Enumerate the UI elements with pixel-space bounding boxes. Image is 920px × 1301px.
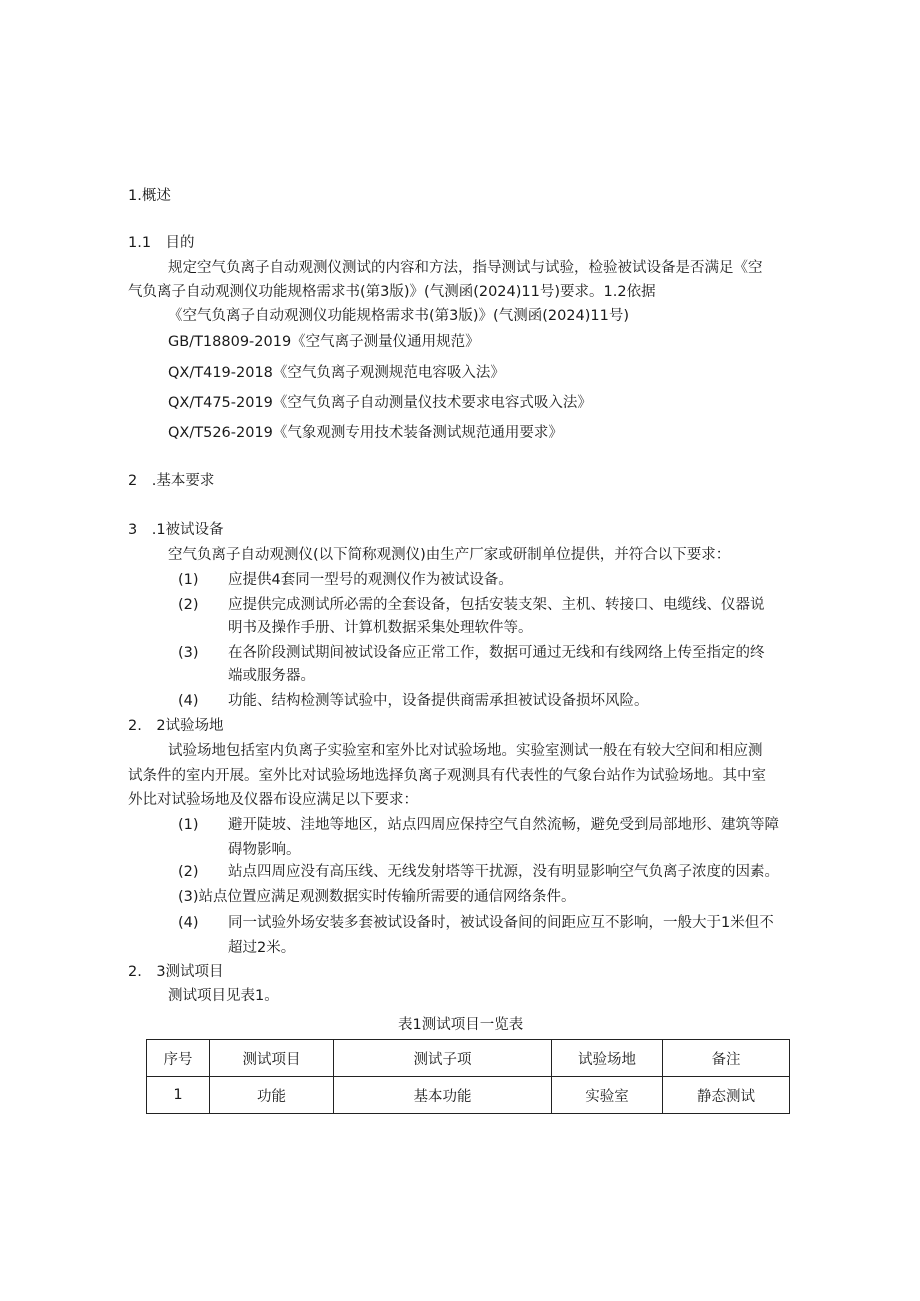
table-cell: 1: [147, 1077, 210, 1114]
equipment-item-text: 应提供完成测试所必需的全套设备，包括安装支架、主机、转接口、电缆线、仪器说: [228, 597, 765, 613]
basis-item-3: QX/T419-2018《空气负离子观测规范电容吸入法》: [168, 365, 505, 381]
site-item-text: 同一试验外场安装多套被试设备时，被试设备间的间距应互不影响，一般大于1米但不: [228, 915, 774, 931]
basis-item-4: QX/T475-2019《空气负离子自动测量仪技术要求电容式吸入法》: [168, 395, 592, 411]
site-item-number: (2): [178, 864, 199, 880]
basis-item-1: 《空气负离子自动观测仪功能规格需求书(第3版)》(气测函(2024)11号): [168, 308, 630, 324]
equipment-item-number: (3): [178, 645, 199, 661]
equipment-item-text: 应提供4套同一型号的观测仪作为被试设备。: [228, 572, 513, 588]
site-item-text-cont: 碍物影响。: [228, 842, 301, 858]
site-item-text-cont: 超过2米。: [228, 940, 296, 956]
section-2-3-heading: 2. 3测试项目: [128, 964, 224, 980]
table-cell: 静态测试: [663, 1077, 790, 1114]
basis-item-5: QX/T526-2019《气象观测专用技术装备测试规范通用要求》: [168, 425, 563, 441]
table-caption: 表1测试项目一览表: [398, 1017, 524, 1033]
table-header-row: [147, 1040, 790, 1077]
section-2-heading: 2 .基本要求: [128, 473, 215, 489]
section-2-1-heading: 3 .1被试设备: [128, 522, 224, 538]
purpose-paragraph-line-2: 气负离子自动观测仪功能规格需求书(第3版)》(气测函(2024)11号)要求。1.2依据: [128, 284, 656, 300]
equipment-intro: 空气负离子自动观测仪(以下简称观测仪)由生产厂家或研制单位提供，并符合以下要求：: [168, 547, 731, 563]
equipment-item-text-cont: 端或服务器。: [228, 668, 315, 684]
table-header-cell: 备注: [663, 1040, 790, 1077]
purpose-paragraph-line-1: 规定空气负离子自动观测仪测试的内容和方法，指导测试与试验，检验被试设备是否满足《空: [168, 260, 763, 276]
table-header-cell: 测试项目: [210, 1040, 334, 1077]
site-item-number: (1): [178, 817, 199, 833]
site-item-number: (4): [178, 915, 199, 931]
table-cell: 功能: [210, 1077, 334, 1114]
section-1-1-heading: 1.1 目的: [128, 235, 195, 251]
equipment-item-number: (1): [178, 572, 199, 588]
section-1-heading: 1.概述: [128, 188, 171, 204]
site-item-text: (3)站点位置应满足观测数据实时传输所需要的通信网络条件。: [178, 889, 576, 905]
site-item-text: 避开陡坡、洼地等地区，站点四周应保持空气自然流畅，避免受到局部地形、建筑等障: [228, 817, 779, 833]
site-paragraph-line-3: 外比对试验场地及仪器布设应满足以下要求：: [128, 792, 418, 808]
site-paragraph-line-2: 试条件的室内开展。室外比对试验场地选择负离子观测具有代表性的气象台站作为试验场地。其中室: [128, 768, 766, 784]
site-item-text: 站点四周应没有高压线、无线发射塔等干扰源，没有明显影响空气负离子浓度的因素。: [228, 864, 779, 880]
equipment-item-number: (4): [178, 693, 199, 709]
basis-item-2: GB/T18809-2019《空气离子测量仪通用规范》: [168, 334, 480, 350]
table-cell: 实验室: [552, 1077, 663, 1114]
equipment-item-text: 在各阶段测试期间被试设备应正常工作，数据可通过无线和有线网络上传至指定的终: [228, 645, 765, 661]
table-header-cell: 试验场地: [552, 1040, 663, 1077]
test-items-table: [146, 1039, 790, 1114]
table-header-cell: 测试子项: [334, 1040, 552, 1077]
site-paragraph-line-1: 试验场地包括室内负离子实验室和室外比对试验场地。实验室测试一般在有较大空间和相应测: [168, 743, 763, 759]
test-items-intro: 测试项目见表1。: [168, 988, 279, 1004]
table-row: [147, 1077, 790, 1114]
equipment-item-text-cont: 明书及操作手册、计算机数据采集处理软件等。: [228, 620, 533, 636]
table-header-cell: 序号: [147, 1040, 210, 1077]
table-cell: 基本功能: [334, 1077, 552, 1114]
equipment-item-text: 功能、结构检测等试验中，设备提供商需承担被试设备损坏风险。: [228, 693, 649, 709]
section-2-2-heading: 2. 2试验场地: [128, 718, 224, 734]
equipment-item-number: (2): [178, 597, 199, 613]
